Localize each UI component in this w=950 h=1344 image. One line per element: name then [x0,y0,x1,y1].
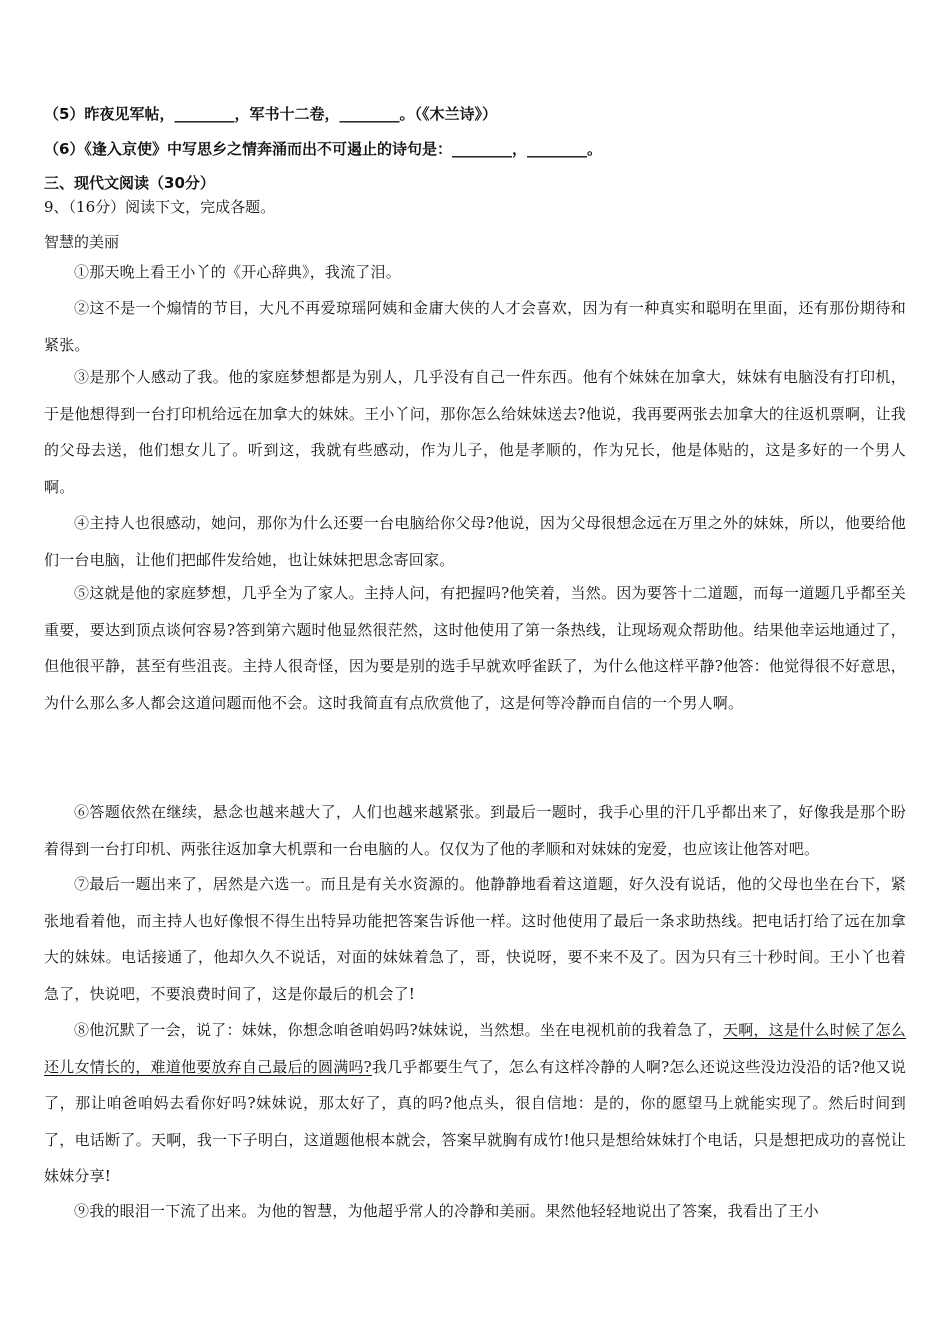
paragraph-6: ⑥答题依然在继续，悬念也越来越大了，人们也越来越紧张。到最后一题时，我手心里的汗几乎都出来了，好像我是那个盼着得到一台打印机、两张往返加拿大机票和一台电脑的人。仅仅为了他的孝顺和对妹妹的宠爱，也应该让他答对吧。 [44,803,906,858]
paragraph-8-underlined-sentence: 天啊，这是什么时候了怎么还儿女情长的，难道他要放弃自己最后的圆满吗? [44,1021,906,1076]
paragraph-2: ②这不是一个煽情的节目，大凡不再爱琼瑶阿姨和金庸大侠的人才会喜欢，因为有一种真实和聪明在里面，还有那份期待和紧张。 [44,299,906,354]
paragraph-7: ⑦最后一题出来了，居然是六选一。而且是有关水资源的。他静静地看着这道题，好久没有说话，他的父母也坐在台下，紧张地看着他，而主持人也好像恨不得生出特异功能把答案告诉他一样。这时他使用了最后一条求助热线。把电话打给了远在加拿大的妹妹。电话接通了，他却久久不说话，对面的妹妹着急了，哥，快说呀，要不来不及了。因为只有三十秒时间。王小丫也着急了，快说吧，不要浪费时间了，这是你最后的机会了! [44,875,906,1003]
paragraph-8-text-b: 我几乎都要生气了，怎么有这样冷静的人啊?怎么还说这些没边没沿的话?他又说了，那让咱爸咱妈去看你好吗?妹妹说，那太好了，真的吗?他点头，很自信地：是的，你的愿望马上就能实现了。然后时间到了，电话断了。天啊，我一下子明白，这道题他根本就会，答案早就胸有成竹!他只是想给妹妹打个电话，只是想把成功的喜悦让妹妹分享! [44,1057,906,1185]
paragraph-3: ③是那个人感动了我。他的家庭梦想都是为别人，几乎没有自己一件东西。他有个妹妹在加拿大，妹妹有电脑没有打印机，于是他想得到一台打印机给远在加拿大的妹妹。王小丫问，那你怎么给妹妹送去?他说，我再要两张去加拿大的往返机票啊，让我的父母去送，他们想女儿了。听到这，我就有些感动，作为儿子，他是孝顺的，作为兄长，他是体贴的，这是多好的一个男人啊。 [44,368,906,496]
paragraph-5: ⑤这就是他的家庭梦想，几乎全为了家人。主持人问，有把握吗?他笑着，当然。因为要答十二道题，而每一道题几乎都至关重要，要达到顶点谈何容易?答到第六题时他显然很茫然，这时他使用了第一条热线，让现场观众帮助他。结果他幸运地通过了，但他很平静，甚至有些沮丧。主持人很奇怪，因为要是别的选手早就欢呼雀跃了，为什么他这样平静?他答：他觉得很不好意思，为什么那么多人都会这道问题而他不会。这时我简直有点欣赏他了，这是何等冷静而自信的一个男人啊。 [44,584,906,712]
question-6-line: （6）《逢入京使》中写思乡之情奔涌而出不可遏止的诗句是：________，________。 [44,140,602,158]
paragraph-4: ④主持人也很感动，她问，那你为什么还要一台电脑给你父母?他说，因为父母很想念远在万里之外的妹妹，所以，他要给他们一台电脑，让他们把邮件发给她，也让妹妹把思念寄回家。 [44,514,906,569]
paragraph-8-text-a: ⑧他沉默了一会，说了：妹妹，你想念咱爸咱妈吗?妹妹说，当然想。坐在电视机前的我着急了， [74,1021,723,1039]
section-3-heading: 三、现代文阅读（30分） [44,174,215,192]
question-9-instruction: 9、（16分）阅读下文，完成各题。 [44,198,276,216]
paragraph-8 [44,1012,906,1195]
article-title: 智慧的美丽 [44,233,120,251]
question-5-line: （5）昨夜见军帖，________，军书十二卷，________。（《木兰诗》） [44,105,497,123]
paragraph-1: ①那天晚上看王小丫的《开心辞典》，我流了泪。 [74,263,401,281]
paragraph-9: ⑨我的眼泪一下流了出来。为他的智慧，为他超乎常人的冷静和美丽。果然他轻轻地说出了答案，我看出了王小 [74,1202,819,1220]
